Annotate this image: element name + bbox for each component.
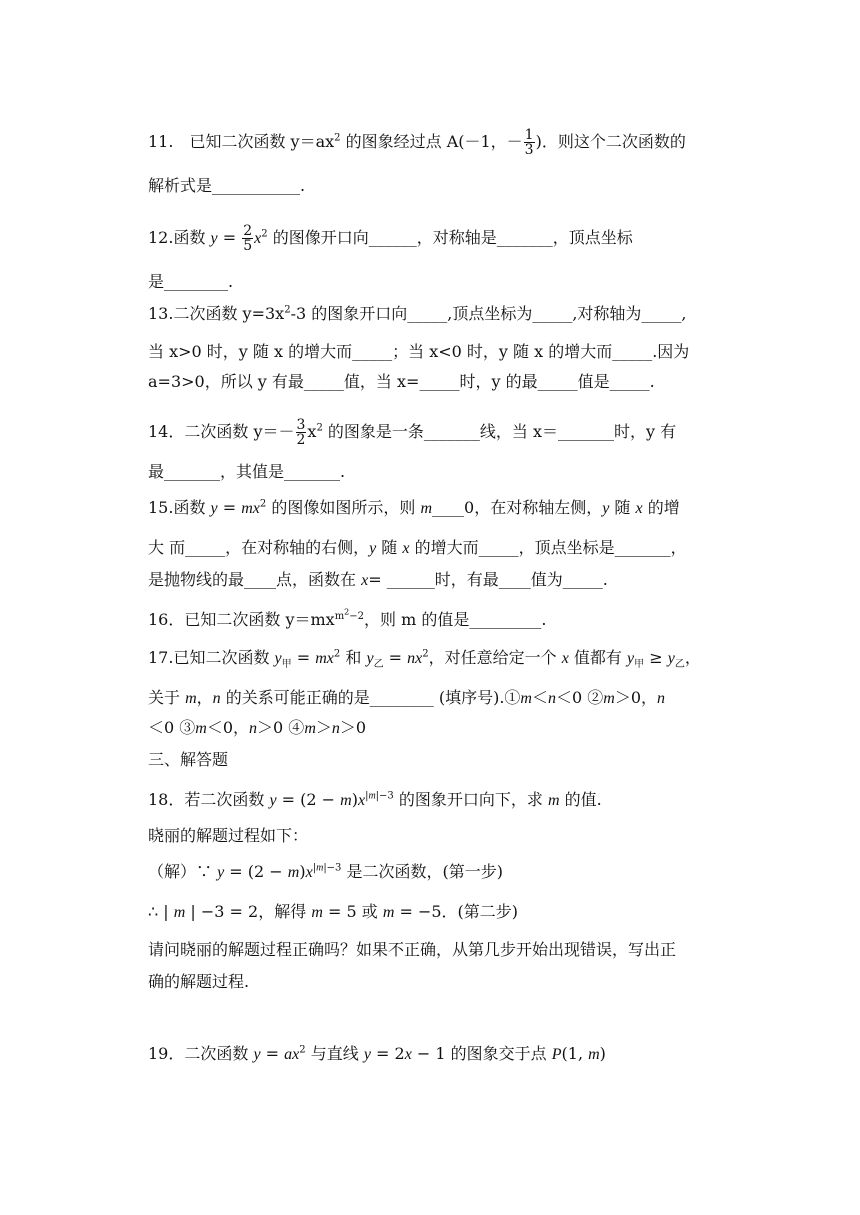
question-14-line-1: 14．二次函数 y＝－ $\frac{3}{2}$ $x^2$ 的图象是一条_______线，当 x＝_______时，y 有 [148, 417, 677, 448]
question-18-line-6: 确的解题过程. [148, 972, 250, 991]
question-18-line-4: ∴ | m | −3 = 2，解得 m = 5 或 m = −5．(第二步) [148, 902, 519, 921]
question-18-line-5: 请问晓丽的解题过程正确吗？如果不正确，从第几步开始出现错误，写出正 [148, 940, 677, 959]
question-17-line-3: ＜0 ③m＜0，n＞0 ④m＞n＞0 [148, 718, 367, 737]
question-15-line-2: 大 而_____，在对称轴的右侧，y 随 x 的增大而_____，顶点坐标是_______， [148, 538, 687, 557]
fraction-1-3: $\frac{1}{3}$ [524, 127, 534, 158]
question-13-line-2: 当 x>0 时，y 随 x 的增大而_____；当 x<0 时，y 随 x 的增大而_____.因为 [148, 342, 690, 361]
question-12-line-2: 是________. [148, 272, 234, 291]
q11-text: 11. 已知二次函数 $y=ax^2$ 的图象经过点 A(－1，－ $\frac{1}{3}$ )．则这个二次函数的 [148, 127, 686, 158]
question-13-line-3: a=3>0，所以 y 有最_____值，当 x=_____时，y 的最_____值是_____. [148, 372, 655, 391]
question-17-line-1: 17.已知二次函数 $y_甲 = mx^2$ 和 $y_乙 = nx^2$，对任意给定一个 x 值都有 $y_甲 \ge y_乙$， [148, 648, 701, 671]
question-18-line-3: （解）∵ $y = (2 - m)x^{|m|-3}$ 是二次函数，(第一步) [148, 862, 504, 881]
question-11-line-2: 解析式是___________. [148, 176, 306, 195]
question-11-line-1 [148, 128, 686, 157]
question-15-line-3: 是抛物线的最____点，函数在 x= ______时，有最____值为_____. [148, 570, 608, 589]
question-13-line-1: 13.二次函数 $y=3x^2-3$ 的图象开口向_____,顶点坐标为_____,对称轴为_____, [148, 304, 687, 323]
question-18-line-2: 晓丽的解题过程如下： [148, 826, 309, 845]
question-16-line-1: 16．已知二次函数 $y=mx^{m^2-2}$，则 m 的值是_________. [148, 607, 547, 629]
fraction-3-2: $\frac{3}{2}$ [296, 417, 306, 448]
question-17-line-2: 关于 m，n 的关系可能正确的是________ (填序号).①m＜n＜0 ②m＞0，n [148, 688, 666, 707]
section-heading-answer-questions: 三、解答题 [148, 750, 229, 769]
question-12-line-1: 12.函数 y = $\frac{2}{5}$ $x^2$ 的图像开口向______，对称轴是_______，顶点坐标 [148, 223, 633, 254]
fraction-2-5: $\frac{2}{5}$ [243, 223, 253, 254]
question-14-line-2: 最_______，其值是_______. [148, 462, 346, 481]
question-15-line-1: 15.函数 $y = mx^2$ 的图像如图所示，则 m____0，在对称轴左侧，y 随 x 的增 [148, 498, 680, 517]
question-18-line-1: 18．若二次函数 $y = (2 - m)x^{|m|-3}$ 的图象开口向下，求 m 的值. [148, 790, 602, 809]
question-19-line-1: 19．二次函数 $y = ax^2$ 与直线 y = 2x − 1 的图象交于点 P(1, m) [148, 1044, 606, 1063]
